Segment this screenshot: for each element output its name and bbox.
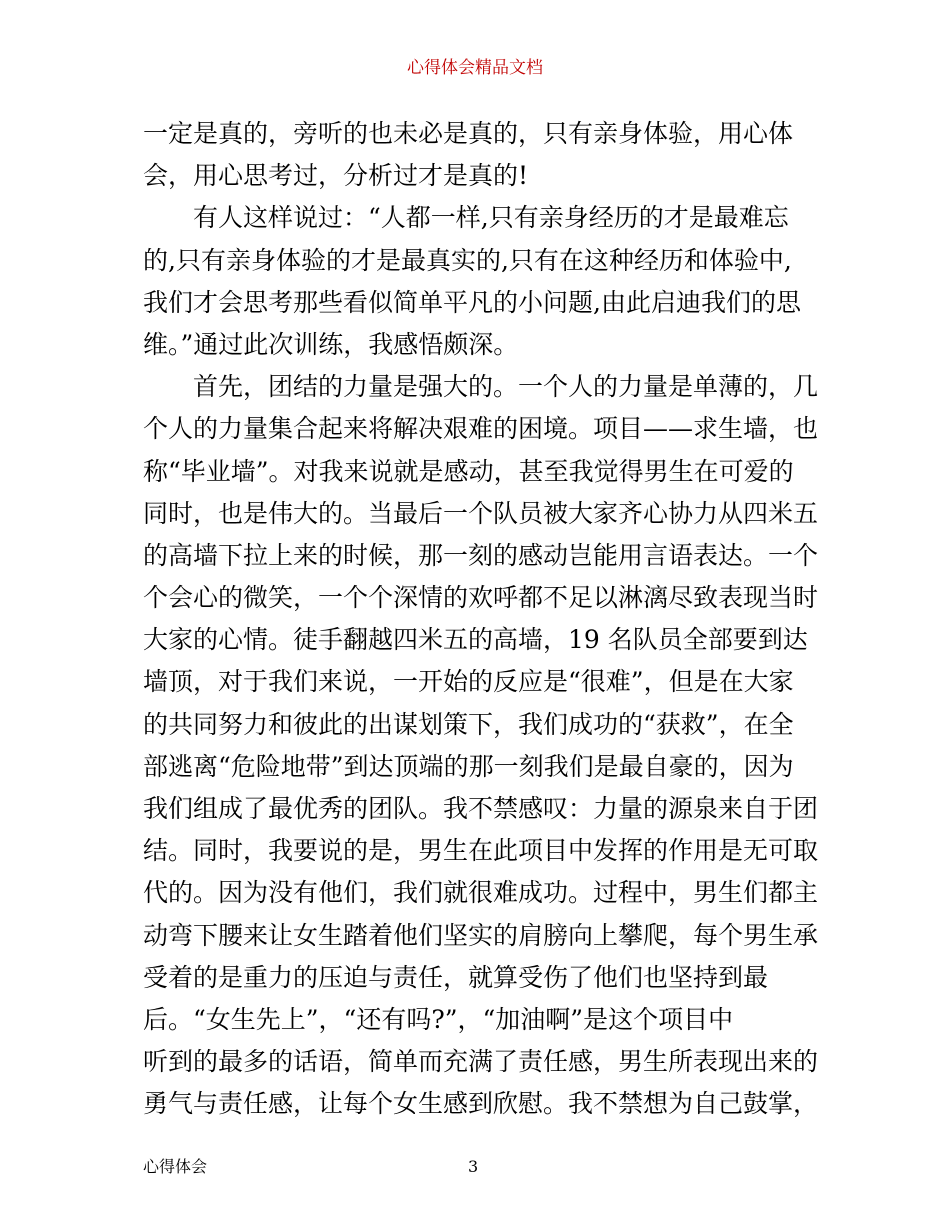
page-number: 3	[468, 1157, 479, 1176]
text-line: 会，用心思考过，分析过才是真的!	[143, 161, 529, 191]
text-line: 代的。因为没有他们，我们就很难成功。过程中，男生们都主	[143, 878, 819, 908]
text-line: 结。同时，我要说的是，男生在此项目中发挥的作用是无可取	[143, 836, 819, 866]
text-line: 墙顶，对于我们来说，一开始的反应是“很难”，但是在大家	[143, 667, 794, 697]
text-line: 后。“女生先上”，“还有吗?”，“加油啊”是这个项目中	[143, 1004, 734, 1034]
text-line: 的共同努力和彼此的出谋划策下，我们成功的“获救”，在全	[143, 709, 794, 739]
text-line: 的高墙下拉上来的时候，那一刻的感动岂能用言语表达。一个	[143, 540, 819, 570]
text-line: 同时，也是伟大的。当最后一个队员被大家齐心协力从四米五	[143, 498, 819, 528]
text-line: 听到的最多的话语，简单而充满了责任感，男生所表现出来的	[143, 1047, 819, 1077]
page-header-title: 心得体会精品文档	[407, 58, 543, 78]
text-line: 我们才会思考那些看似简单平凡的小问题,由此启迪我们的思	[143, 287, 801, 317]
text-line: 的,只有亲身体验的才是最真实的,只有在这种经历和体验中,	[143, 245, 792, 275]
text-line: 个人的力量集合起来将解决艰难的困境。项目——求生墙，也	[143, 414, 819, 444]
footer-label: 心得体会	[143, 1157, 208, 1176]
text-line: 勇气与责任感，让每个女生感到欣慰。我不禁想为自己鼓掌，	[143, 1089, 819, 1119]
text-line: 动弯下腰来让女生踏着他们坚实的肩膀向上攀爬，每个男生承	[143, 920, 819, 950]
document-body	[143, 113, 819, 1126]
text-line: 大家的心情。徒手翻越四米五的高墙，19 名队员全部要到达	[143, 625, 808, 655]
text-line: 受着的是重力的压迫与责任，就算受伤了他们也坚持到最	[143, 962, 769, 992]
text-line: 个会心的微笑，一个个深情的欢呼都不足以淋漓尽致表现当时	[143, 583, 819, 613]
text-line: 称“毕业墙”。对我来说就是感动，甚至我觉得男生在可爱的	[143, 456, 794, 486]
text-line: 首先，团结的力量是强大的。一个人的力量是单薄的，几	[143, 372, 819, 402]
text-line: 一定是真的，旁听的也未必是真的，只有亲身体验，用心体	[143, 119, 794, 148]
text-line: 有人这样说过：“人都一样,只有亲身经历的才是最难忘	[143, 203, 789, 233]
text-line: 维。”通过此次训练，我感悟颇深。	[143, 329, 519, 359]
text-line: 我们组成了最优秀的团队。我不禁感叹：力量的源泉来自于团	[143, 794, 819, 823]
text-line: 部逃离“危险地带”到达顶端的那一刻我们是最自豪的，因为	[143, 751, 794, 781]
